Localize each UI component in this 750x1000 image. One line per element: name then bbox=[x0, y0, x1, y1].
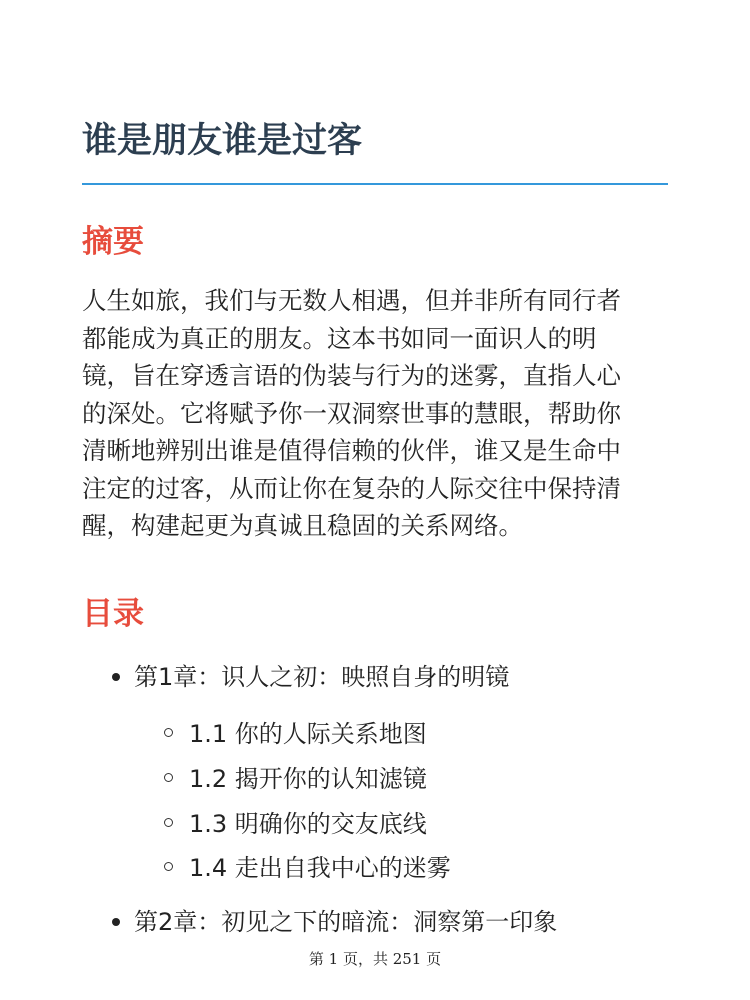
abstract-line: 人生如旅，我们与无数人相遇，但并非所有同行者 bbox=[82, 286, 621, 315]
abstract-line: 的深处。它将赋予你一双洞察世事的慧眼，帮助你 bbox=[82, 398, 621, 428]
bullet-circle-icon bbox=[164, 773, 173, 782]
abstract-line: 醒，构建起更为真诚且稳固的关系网络。 bbox=[82, 511, 523, 540]
toc-chapter-link[interactable]: 第1章：识人之初：映照自身的明镜 bbox=[134, 663, 510, 691]
bullet-disc-icon bbox=[112, 918, 120, 926]
bullet-disc-icon bbox=[112, 673, 120, 681]
toc-section-link[interactable]: 1.4 走出自我中心的迷雾 bbox=[189, 854, 451, 882]
toc-chapter-link[interactable]: 第2章：初见之下的暗流：洞察第一印象 bbox=[134, 908, 558, 936]
abstract-line: 镜，旨在穿透言语的伪装与行为的迷雾，直指人心 bbox=[82, 361, 621, 390]
title-divider bbox=[82, 183, 668, 185]
bullet-circle-icon bbox=[164, 818, 173, 827]
abstract-line: 都能成为真正的朋友。这本书如同一面识人的明 bbox=[82, 323, 597, 353]
toc-section-link[interactable]: 1.3 明确你的交友底线 bbox=[189, 810, 427, 838]
bullet-circle-icon bbox=[164, 862, 173, 871]
toc-section-link[interactable]: 1.1 你的人际关系地图 bbox=[189, 720, 427, 748]
abstract-heading: 摘要 bbox=[82, 224, 144, 260]
toc-heading: 目录 bbox=[82, 596, 144, 632]
abstract-paragraph bbox=[82, 282, 672, 545]
abstract-line: 清晰地辨别出谁是值得信赖的伙伴，谁又是生命中 bbox=[82, 436, 621, 465]
page-indicator: 第 1 页，共 251 页 bbox=[308, 950, 442, 968]
abstract-line: 注定的过客，从而让你在复杂的人际交往中保持清 bbox=[82, 473, 621, 503]
document-title: 谁是朋友谁是过客 bbox=[82, 121, 363, 161]
bullet-circle-icon bbox=[164, 728, 173, 737]
toc-section-link[interactable]: 1.2 揭开你的认知滤镜 bbox=[189, 765, 427, 793]
